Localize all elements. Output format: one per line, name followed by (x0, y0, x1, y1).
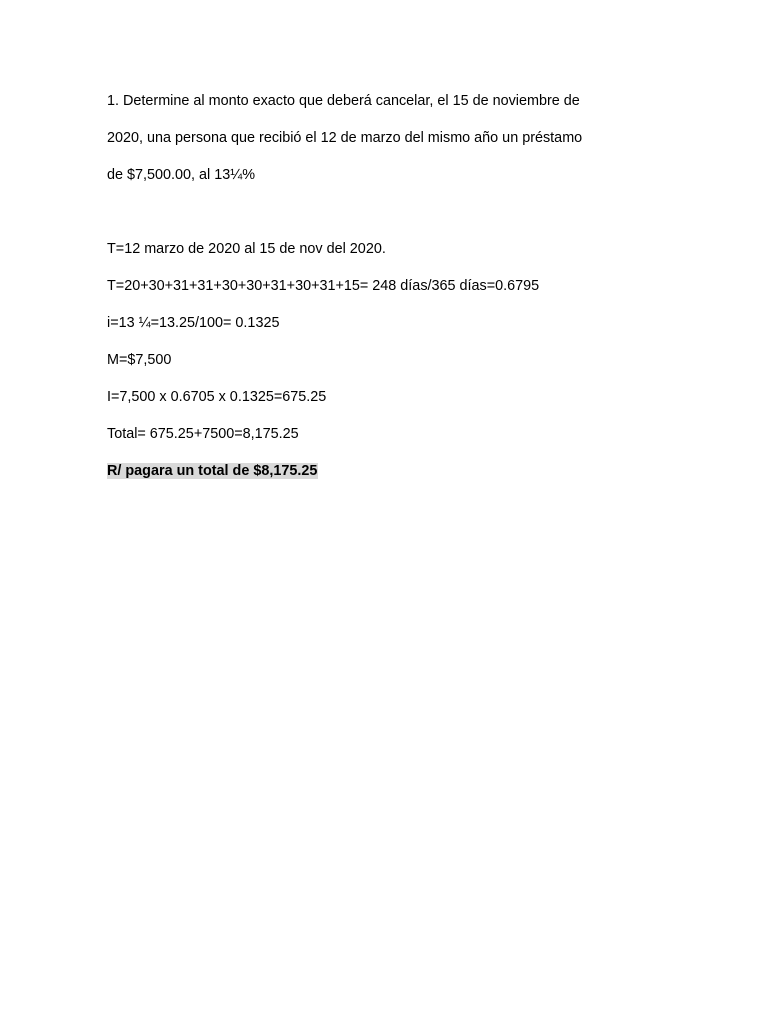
problem-line-2: 2020, una persona que recibió el 12 de marzo del mismo año un préstamo (107, 130, 583, 146)
total-text: Total= 675.25+7500=8,175.25 (107, 426, 299, 442)
principal-text: M=$7,500 (107, 352, 172, 368)
answer-highlighted-text: R/ pagara un total de $8,175.25 (107, 463, 318, 479)
problem-line-3: de $7,500.00, al 13¼% (107, 167, 256, 183)
interest-text: I=7,500 x 0.6705 x 0.1325=675.25 (107, 389, 327, 405)
problem-line-1: 1. Determine al monto exacto que deberá cancelar, el 15 de noviembre de (107, 93, 580, 109)
rate-text: i=13 ¼=13.25/100= 0.1325 (107, 315, 280, 331)
answer-line (107, 462, 318, 480)
time-calculation-text: T=20+30+31+31+30+30+31+30+31+15= 248 días/365 días=0.6795 (107, 278, 540, 294)
time-range-text: T=12 marzo de 2020 al 15 de nov del 2020. (107, 241, 386, 257)
